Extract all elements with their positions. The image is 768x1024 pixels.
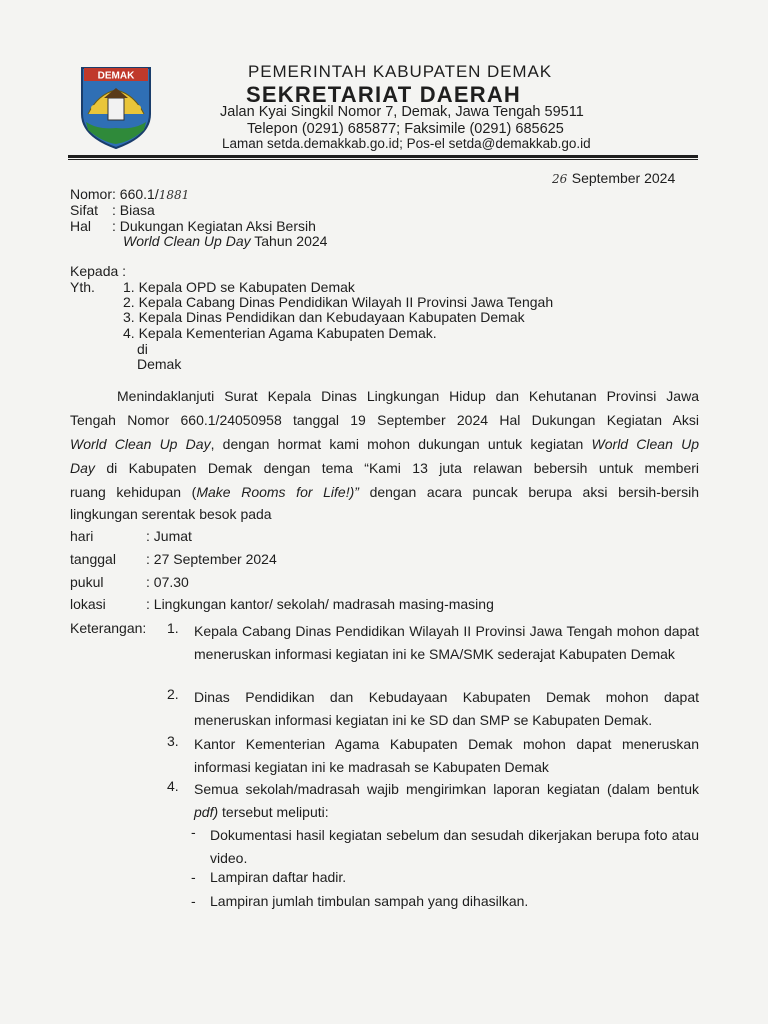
note-text-italic: pdf)	[194, 804, 219, 820]
body-text: di Kabupaten Demak dengan tema “Kami 13 juta relawan bebersih untuk memberi	[94, 460, 699, 476]
hal-tail: Tahun 2024	[250, 233, 328, 249]
hal-second-line	[123, 233, 327, 249]
body-line	[70, 460, 699, 476]
event-label: hari	[70, 528, 94, 544]
event-value: : 07.30	[146, 574, 189, 590]
office-name: SEKRETARIAT DAERAH	[246, 82, 522, 107]
event-value: : Jumat	[146, 528, 192, 544]
letterhead-rule-thick	[68, 155, 698, 158]
recipient-item: 4. Kepala Kementerian Agama Kabupaten Demak.	[123, 325, 437, 341]
sifat-value: : Biasa	[112, 202, 155, 218]
note-number: 2.	[167, 686, 179, 702]
subitem-text: Dokumentasi hasil kegiatan sebelum dan sesudah dikerjakan berupa foto atau video.	[210, 827, 699, 866]
recipient-item: 2. Kepala Cabang Dinas Pendidikan Wilayah II Provinsi Jawa Tengah	[123, 294, 554, 310]
government-name: PEMERINTAH KABUPATEN DEMAK	[248, 62, 552, 81]
recipient-item: 3. Kepala Dinas Pendidikan dan Kebudayaan Kabupaten Demak	[123, 309, 525, 325]
hal-label: Hal	[70, 218, 92, 234]
office-web: Laman setda.demakkab.go.id; Pos-el setda@demakkab.go.id	[222, 136, 591, 151]
notes-label: Keterangan:	[70, 620, 147, 636]
note-text: Kepala Cabang Dinas Pendidikan Wilayah II Provinsi Jawa Tengah mohon dapat meneruskan informasi kegiatan ini ke SMA/SMK sederajat Kabupaten Demak	[194, 623, 699, 662]
subitem-dash: -	[191, 824, 196, 840]
nomor-handwritten: 1881	[158, 188, 190, 202]
recipient-item: 1. Kepala OPD se Kabupaten Demak	[123, 279, 355, 295]
body-text: dengan acara puncak berupa aksi bersih-bersih	[358, 484, 699, 500]
hal-italic: World Clean Up Day	[123, 233, 251, 249]
event-label: lokasi	[70, 596, 106, 612]
body-line: Tengah Nomor 660.1/24050958 tanggal 19 September 2024 Hal Dukungan Kegiatan Aksi	[70, 412, 699, 428]
event-label: pukul	[70, 574, 104, 590]
letterhead-rule-thin	[68, 159, 698, 160]
note-text	[194, 778, 699, 824]
note-text-b: tersebut meliputi:	[218, 804, 329, 820]
event-label: tanggal	[70, 551, 116, 567]
note-text-a: Semua sekolah/madrasah wajib mengirimkan laporan kegiatan (dalam bentuk	[194, 781, 699, 797]
body-italic: World Clean Up	[591, 436, 699, 452]
subitem-dash: -	[191, 869, 196, 885]
body-line	[70, 484, 699, 500]
nomor-row	[70, 186, 189, 202]
body-text: ruang kehidupan (	[70, 484, 197, 500]
body-text: , dengan hormat kami mohon dukungan untuk kegiatan	[210, 436, 592, 452]
hal-value: : Dukungan Kegiatan Aksi Bersih	[112, 218, 316, 234]
note-number: 3.	[167, 733, 179, 749]
letter-date	[552, 170, 675, 188]
body-italic: Day	[70, 460, 95, 476]
body-italic: Make Rooms for Life!)”	[196, 484, 359, 500]
subitem-dash: -	[191, 893, 196, 909]
office-address: Jalan Kyai Singkil Nomor 7, Demak, Jawa Tengah 59511	[220, 104, 584, 120]
yth-label: Yth.	[70, 279, 95, 295]
body-italic: World Clean Up Day	[70, 436, 211, 452]
note-text: Kantor Kementerian Agama Kabupaten Demak mohon dapat meneruskan informasi kegiatan ini ke madrasah se Kabupaten Demak	[194, 736, 699, 775]
note-number: 1.	[167, 620, 179, 636]
recipient-place: Demak	[137, 356, 182, 372]
recipient-di: di	[137, 341, 148, 357]
sifat-label: Sifat	[70, 202, 99, 218]
event-value: : 27 September 2024	[146, 551, 277, 567]
date-month-year: September 2024	[571, 170, 676, 186]
office-phone: Telepon (0291) 685877; Faksimile (0291) 685625	[247, 121, 564, 137]
note-text: Dinas Pendidikan dan Kebudayaan Kabupaten Demak mohon dapat meneruskan informasi kegiatan ini ke SD dan SMP se Kabupaten Demak.	[194, 689, 699, 728]
kepada-label: Kepada :	[70, 263, 127, 279]
demak-regency-logo	[78, 64, 154, 150]
nomor-label: Nomor	[70, 186, 113, 202]
logo-text: DEMAK	[97, 70, 135, 82]
note-number: 4.	[167, 778, 179, 794]
subitem-text: Lampiran daftar hadir.	[210, 869, 347, 885]
body-line: lingkungan serentak besok pada	[70, 506, 272, 522]
body-line	[70, 436, 699, 452]
date-day-handwritten: 26	[552, 172, 568, 186]
body-line: Menindaklanjuti Surat Kepala Dinas Lingkungan Hidup dan Kehutanan Provinsi Jawa	[117, 388, 699, 404]
nomor-value: : 660.1/	[112, 186, 159, 202]
subitem-text: Lampiran jumlah timbulan sampah yang dihasilkan.	[210, 893, 529, 909]
event-value: : Lingkungan kantor/ sekolah/ madrasah masing-masing	[146, 596, 494, 612]
